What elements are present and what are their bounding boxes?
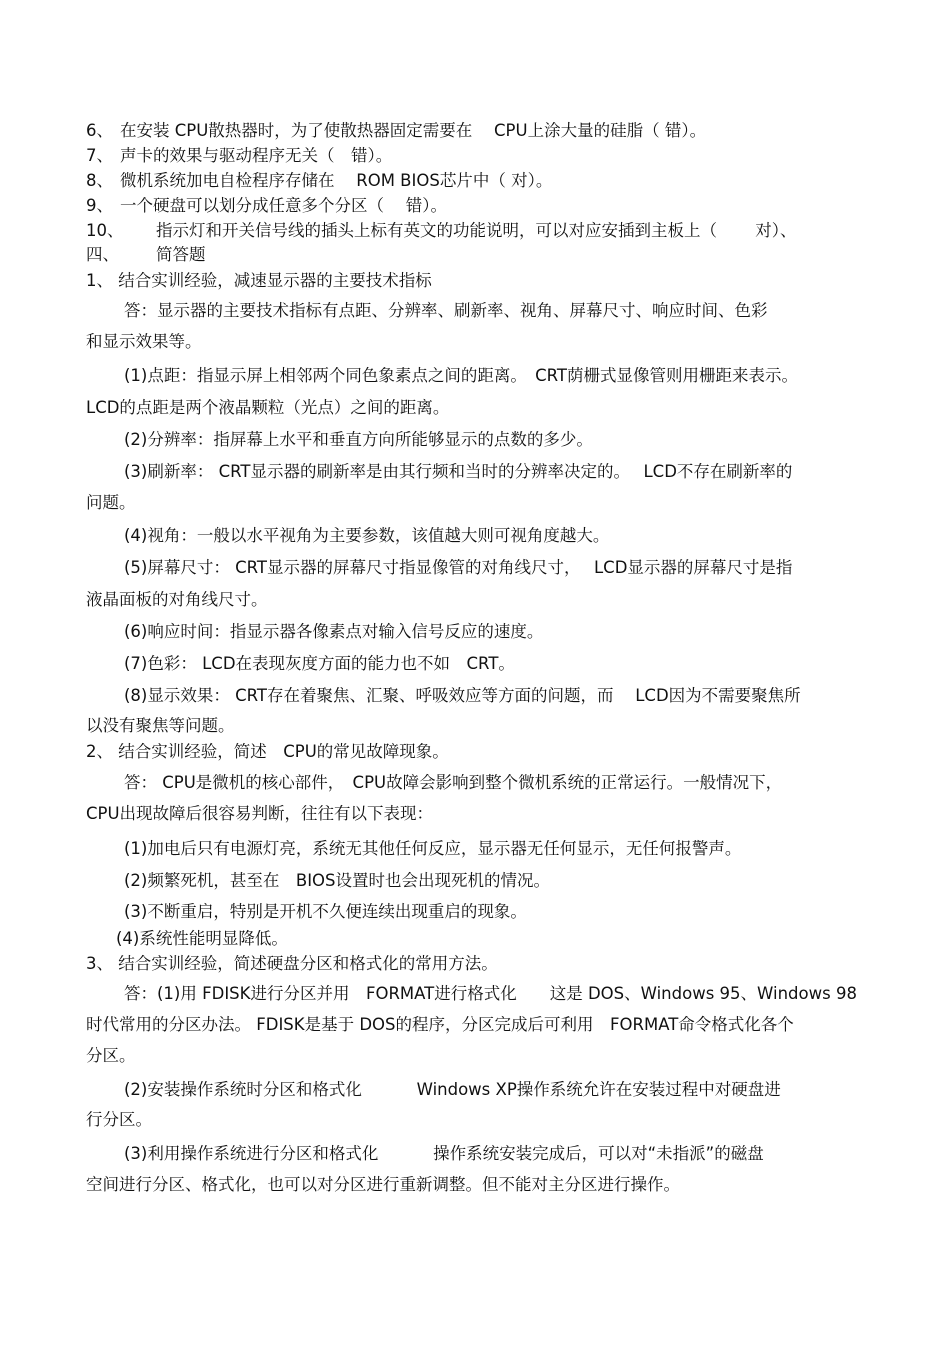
item-text: 微机系统加电自检程序存储在 ROM BIOS芯片中（ 对）。 xyxy=(120,171,553,190)
question-2-title: 2、 结合实训经验，简述 CPU的常见故障现象。 xyxy=(86,742,449,761)
item-number: 7、 xyxy=(86,146,113,165)
judge-item-6 xyxy=(86,119,706,143)
q3-answer-1-line-1: 答：(1)用 FDISK进行分区并用 FORMAT进行格式化 这是 DOS、Windows 95、Windows 98 xyxy=(124,984,857,1003)
item-number: 8、 xyxy=(86,171,113,190)
q1-point-5-line-1: (5)屏幕尺寸： CRT显示器的屏幕尺寸指显像管的对角线尺寸， LCD显示器的屏幕尺寸是指 xyxy=(124,558,793,577)
q2-answer-line-1: 答： CPU是微机的核心部件， CPU故障会影响到整个微机系统的正常运行。一般情况下， xyxy=(124,773,783,792)
item-text: 声卡的效果与驱动程序无关（ 错）。 xyxy=(120,146,393,165)
item-text: 在安装 CPU散热器时，为了使散热器固定需要在 CPU上涂大量的硅脂（ 错）。 xyxy=(120,121,707,140)
item-text: 一个硬盘可以划分成任意多个分区（ 错）。 xyxy=(120,196,447,215)
q2-point-2: (2)频繁死机，甚至在 BIOS设置时也会出现死机的情况。 xyxy=(124,871,551,890)
q2-point-1: (1)加电后只有电源灯亮，系统无其他任何反应，显示器无任何显示，无任何报警声。 xyxy=(124,839,742,858)
q1-point-6: (6)响应时间：指显示器各像素点对输入信号反应的速度。 xyxy=(124,622,544,641)
question-1-title: 1、 结合实训经验，减速显示器的主要技术指标 xyxy=(86,271,432,290)
q1-point-4: (4)视角：一般以水平视角为主要参数，该值越大则可视角度越大。 xyxy=(124,526,610,545)
q3-answer-3-line-1: (3)利用操作系统进行分区和格式化 操作系统安装完成后，可以对“未指派”的磁盘 xyxy=(124,1144,764,1163)
q1-point-8-line-1: (8)显示效果： CRT存在着聚焦、汇聚、呼吸效应等方面的问题，而 LCD因为不需要聚焦所 xyxy=(124,686,801,705)
q1-point-3-line-2: 问题。 xyxy=(86,493,136,512)
item-number: 10、 xyxy=(86,221,124,240)
judge-item-10 xyxy=(86,219,797,243)
q2-answer-line-2: CPU出现故障后很容易判断，往往有以下表现： xyxy=(86,804,434,823)
q3-answer-1-line-2: 时代常用的分区办法。 FDISK是基于 DOS的程序，分区完成后可利用 FORMAT命令格式化各个 xyxy=(86,1015,794,1034)
judge-item-7 xyxy=(86,144,392,168)
q1-point-3-line-1: (3)刷新率： CRT显示器的刷新率是由其行频和当时的分辨率决定的。 LCD不存在刷新率的 xyxy=(124,462,793,481)
section-heading xyxy=(86,243,206,267)
item-number: 6、 xyxy=(86,121,113,140)
q3-answer-3-line-2: 空间进行分区、格式化，也可以对分区进行重新调整。但不能对主分区进行操作。 xyxy=(86,1175,680,1194)
q1-answer-line-1: 答：显示器的主要技术指标有点距、分辨率、刷新率、视角、屏幕尺寸、响应时间、色彩 xyxy=(124,301,768,320)
question-3-title: 3、 结合实训经验，简述硬盘分区和格式化的常用方法。 xyxy=(86,954,498,973)
q3-answer-1-line-3: 分区。 xyxy=(86,1046,136,1065)
q1-point-7: (7)色彩： LCD在表现灰度方面的能力也不如 CRT。 xyxy=(124,654,515,673)
q3-answer-2-line-1: (2)安装操作系统时分区和格式化 Windows XP操作系统允许在安装过程中对硬盘进 xyxy=(124,1080,781,1099)
item-number: 9、 xyxy=(86,196,113,215)
q2-point-4: (4)系统性能明显降低。 xyxy=(116,929,288,948)
judge-item-8 xyxy=(86,169,552,193)
item-text: 指示灯和开关信号线的插头上标有英文的功能说明，可以对应安插到主板上（ 对）、 xyxy=(156,221,797,240)
q1-point-2: (2)分辨率：指屏幕上水平和垂直方向所能够显示的点数的多少。 xyxy=(124,430,593,449)
section-number: 四、 xyxy=(86,245,119,264)
q3-answer-2-line-2: 行分区。 xyxy=(86,1110,152,1129)
q1-point-8-line-2: 以没有聚焦等问题。 xyxy=(86,716,235,735)
section-title: 简答题 xyxy=(156,245,206,264)
q1-answer-line-2: 和显示效果等。 xyxy=(86,332,202,351)
q1-point-1-line-1: (1)点距：指显示屏上相邻两个同色象素点之间的距离。 CRT荫栅式显像管则用栅距来表示。 xyxy=(124,366,798,385)
q1-point-1-line-2: LCD的点距是两个液晶颗粒（光点）之间的距离。 xyxy=(86,398,450,417)
q2-point-3: (3)不断重启，特别是开机不久便连续出现重启的现象。 xyxy=(124,902,527,921)
q1-point-5-line-2: 液晶面板的对角线尺寸。 xyxy=(86,590,268,609)
judge-item-9 xyxy=(86,194,447,218)
